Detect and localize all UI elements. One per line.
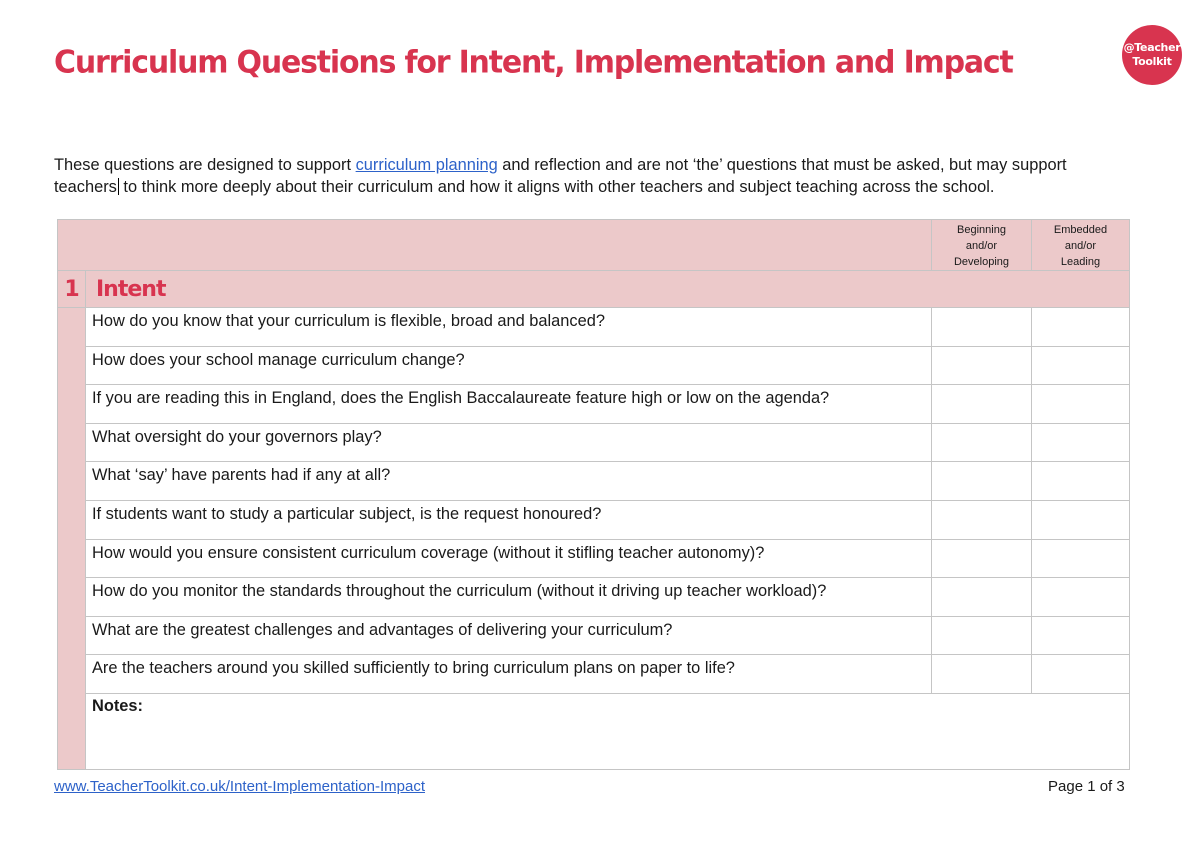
col-header-beginning-line3: Developing: [953, 256, 1010, 268]
rating-cell-beginning[interactable]: [932, 578, 1032, 617]
intro-text-line1-end: and reflection and are not ‘the’ questions that must be asked, but may support: [497, 156, 1067, 174]
intro-text-line2-rest: to think more deeply about their curriculum and how it aligns with other teachers and subject teaching across the school.: [118, 177, 995, 196]
col-header-embedded-line2: and/or: [1064, 240, 1097, 252]
question-row: [58, 385, 1130, 424]
question-row: [58, 655, 1130, 694]
question-text: How do you know that your curriculum is flexible, broad and balanced?: [86, 308, 932, 347]
section-number: 1: [58, 271, 86, 308]
question-text: What ‘say’ have parents had if any at all?: [86, 462, 932, 501]
col-header-beginning: [932, 220, 1032, 271]
rating-cell-embedded[interactable]: [1032, 500, 1130, 539]
rating-cell-beginning[interactable]: [932, 462, 1032, 501]
question-text: If you are reading this in England, does the English Baccalaureate feature high or low on the agenda?: [86, 385, 932, 424]
rating-cell-beginning[interactable]: [932, 346, 1032, 385]
rating-cell-embedded[interactable]: [1032, 346, 1130, 385]
question-row: [58, 423, 1130, 462]
question-row: [58, 308, 1130, 347]
rating-cell-embedded[interactable]: [1032, 578, 1130, 617]
logo-line-1: @Teacher: [1123, 41, 1181, 54]
rating-cell-beginning[interactable]: [932, 385, 1032, 424]
question-row: [58, 616, 1130, 655]
rating-cell-beginning[interactable]: [932, 423, 1032, 462]
footer-url-link[interactable]: www.TeacherToolkit.co.uk/Intent-Implementation-Impact: [54, 778, 425, 795]
col-header-beginning-line1: Beginning: [957, 224, 1006, 236]
notes-area[interactable]: [86, 693, 1130, 769]
rating-cell-beginning[interactable]: [932, 655, 1032, 694]
rating-cell-embedded[interactable]: [1032, 462, 1130, 501]
question-text: How would you ensure consistent curriculum coverage (without it stifling teacher autonomy)?: [86, 539, 932, 578]
teachertoolkit-logo: [1122, 25, 1182, 85]
rating-cell-beginning[interactable]: [932, 500, 1032, 539]
rating-cell-embedded[interactable]: [1032, 655, 1130, 694]
section-side-bar: [58, 308, 86, 770]
question-text: How does your school manage curriculum change?: [86, 346, 932, 385]
question-row: [58, 346, 1130, 385]
column-header-row: [58, 220, 1130, 271]
question-text: If students want to study a particular subject, is the request honoured?: [86, 500, 932, 539]
logo-line-2: Toolkit: [1132, 55, 1172, 68]
col-header-embedded-line3: Leading: [1060, 256, 1101, 268]
rating-cell-beginning[interactable]: [932, 616, 1032, 655]
page-number: Page 1 of 3: [1048, 778, 1125, 795]
col-header-embedded-line1: Embedded: [1053, 224, 1108, 236]
intro-text-start: These questions are designed to support: [54, 156, 356, 174]
header-blank-cell: [58, 220, 932, 271]
rating-cell-beginning[interactable]: [932, 308, 1032, 347]
rating-cell-beginning[interactable]: [932, 539, 1032, 578]
section-header-row: [58, 271, 1130, 308]
intro-text-line2-start: teachers: [54, 177, 117, 196]
question-row: [58, 462, 1130, 501]
section-title: Intent: [86, 271, 1130, 308]
col-header-embedded: [1032, 220, 1130, 271]
intro-paragraph: [54, 155, 1134, 198]
question-row: [58, 539, 1130, 578]
question-text: What oversight do your governors play?: [86, 423, 932, 462]
col-header-beginning-line2: and/or: [965, 240, 998, 252]
rating-cell-embedded[interactable]: [1032, 616, 1130, 655]
rating-cell-embedded[interactable]: [1032, 539, 1130, 578]
notes-row: [58, 693, 1130, 769]
question-row: [58, 578, 1130, 617]
page-title: Curriculum Questions for Intent, Implementation and Impact: [54, 44, 1013, 81]
rating-cell-embedded[interactable]: [1032, 385, 1130, 424]
question-text: How do you monitor the standards throughout the curriculum (without it driving up teacher workload)?: [86, 578, 932, 617]
intent-questions-table: [57, 219, 1130, 770]
question-text: Are the teachers around you skilled sufficiently to bring curriculum plans on paper to life?: [86, 655, 932, 694]
rating-cell-embedded[interactable]: [1032, 308, 1130, 347]
curriculum-planning-link[interactable]: curriculum planning: [355, 156, 498, 174]
question-text: What are the greatest challenges and advantages of delivering your curriculum?: [86, 616, 932, 655]
notes-label: Notes:: [92, 696, 143, 715]
rating-cell-embedded[interactable]: [1032, 423, 1130, 462]
question-row: [58, 500, 1130, 539]
